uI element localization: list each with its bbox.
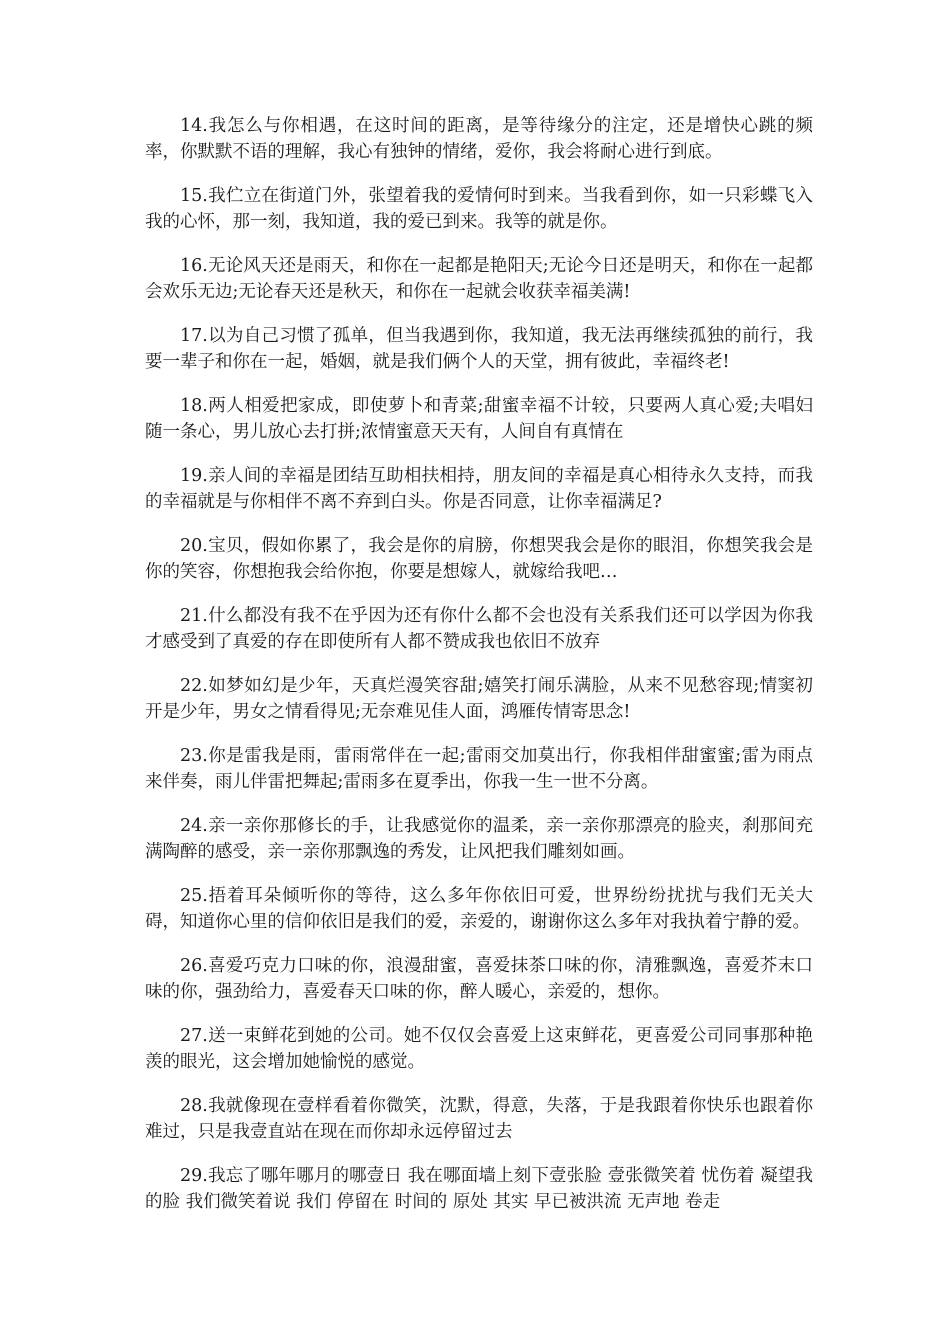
paragraph-21: 21.什么都没有我不在乎因为还有你什么都不会也没有关系我们还可以学因为你我才感受到了真爱的存在即使所有人都不赞成我也依旧不放弃 [145,606,813,652]
paragraph-16: 16.无论风天还是雨天，和你在一起都是艳阳天;无论今日还是明天，和你在一起都会欢乐无边;无论春天还是秋天，和你在一起就会收获幸福美满! [145,256,813,302]
paragraph-19: 19.亲人间的幸福是团结互助相扶相持，朋友间的幸福是真心相待永久支持，而我的幸福就是与你相伴不离不弃到白头。你是否同意，让你幸福满足? [145,466,813,512]
paragraph-28: 28.我就像现在壹样看着你微笑，沈默，得意，失落，于是我跟着你快乐也跟着你难过，只是我壹直站在现在而你却永远停留过去 [145,1096,813,1142]
paragraph-17: 17.以为自己习惯了孤单，但当我遇到你，我知道，我无法再继续孤独的前行，我要一辈子和你在一起，婚姻，就是我们俩个人的天堂，拥有彼此，幸福终老! [145,326,813,372]
paragraph-15: 15.我伫立在街道门外，张望着我的爱情何时到来。当我看到你，如一只彩蝶飞入我的心怀，那一刻，我知道，我的爱已到来。我等的就是你。 [145,186,813,232]
paragraph-27: 27.送一束鲜花到她的公司。她不仅仅会喜爱上这束鲜花，更喜爱公司同事那种艳羡的眼光，这会增加她愉悦的感觉。 [145,1026,813,1072]
paragraph-23: 23.你是雷我是雨，雷雨常伴在一起;雷雨交加莫出行，你我相伴甜蜜蜜;雷为雨点来伴奏，雨儿伴雷把舞起;雷雨多在夏季出，你我一生一世不分离。 [145,746,813,792]
paragraph-29: 29.我忘了哪年哪月的哪壹日 我在哪面墙上刻下壹张脸 壹张微笑着 忧伤着 凝望我的脸 我们微笑着说 我们 停留在 时间的 原处 其实 早已被洪流 无声地 卷走 [145,1166,813,1212]
paragraph-18: 18.两人相爱把家成，即使萝卜和青菜;甜蜜幸福不计较，只要两人真心爱;夫唱妇随一条心，男儿放心去打拼;浓情蜜意天天有，人间自有真情在 [145,396,813,442]
paragraph-20: 20.宝贝，假如你累了，我会是你的肩膀，你想哭我会是你的眼泪，你想笑我会是你的笑容，你想抱我会给你抱，你要是想嫁人，就嫁给我吧… [145,536,813,582]
paragraph-26: 26.喜爱巧克力口味的你，浪漫甜蜜，喜爱抹茶口味的你，清雅飘逸，喜爱芥末口味的你，强劲给力，喜爱春天口味的你，醉人暖心，亲爱的，想你。 [145,956,813,1002]
paragraph-25: 25.捂着耳朵倾听你的等待，这么多年你依旧可爱，世界纷纷扰扰与我们无关大碍，知道你心里的信仰依旧是我们的爱，亲爱的，谢谢你这么多年对我执着宁静的爱。 [145,886,813,932]
paragraph-14: 14.我怎么与你相遇，在这时间的距离，是等待缘分的注定，还是增快心跳的频率，你默默不语的理解，我心有独钟的情绪，爱你，我会将耐心进行到底。 [145,116,813,162]
document-page [145,113,813,1233]
paragraph-22: 22.如梦如幻是少年，天真烂漫笑容甜;嬉笑打闹乐满脸，从来不见愁容现;情窦初开是少年，男女之情看得见;无奈难见佳人面，鸿雁传情寄思念! [145,676,813,722]
paragraph-24: 24.亲一亲你那修长的手，让我感觉你的温柔，亲一亲你那漂亮的脸夹，刹那间充满陶醉的感受，亲一亲你那飘逸的秀发，让风把我们雕刻如画。 [145,816,813,862]
